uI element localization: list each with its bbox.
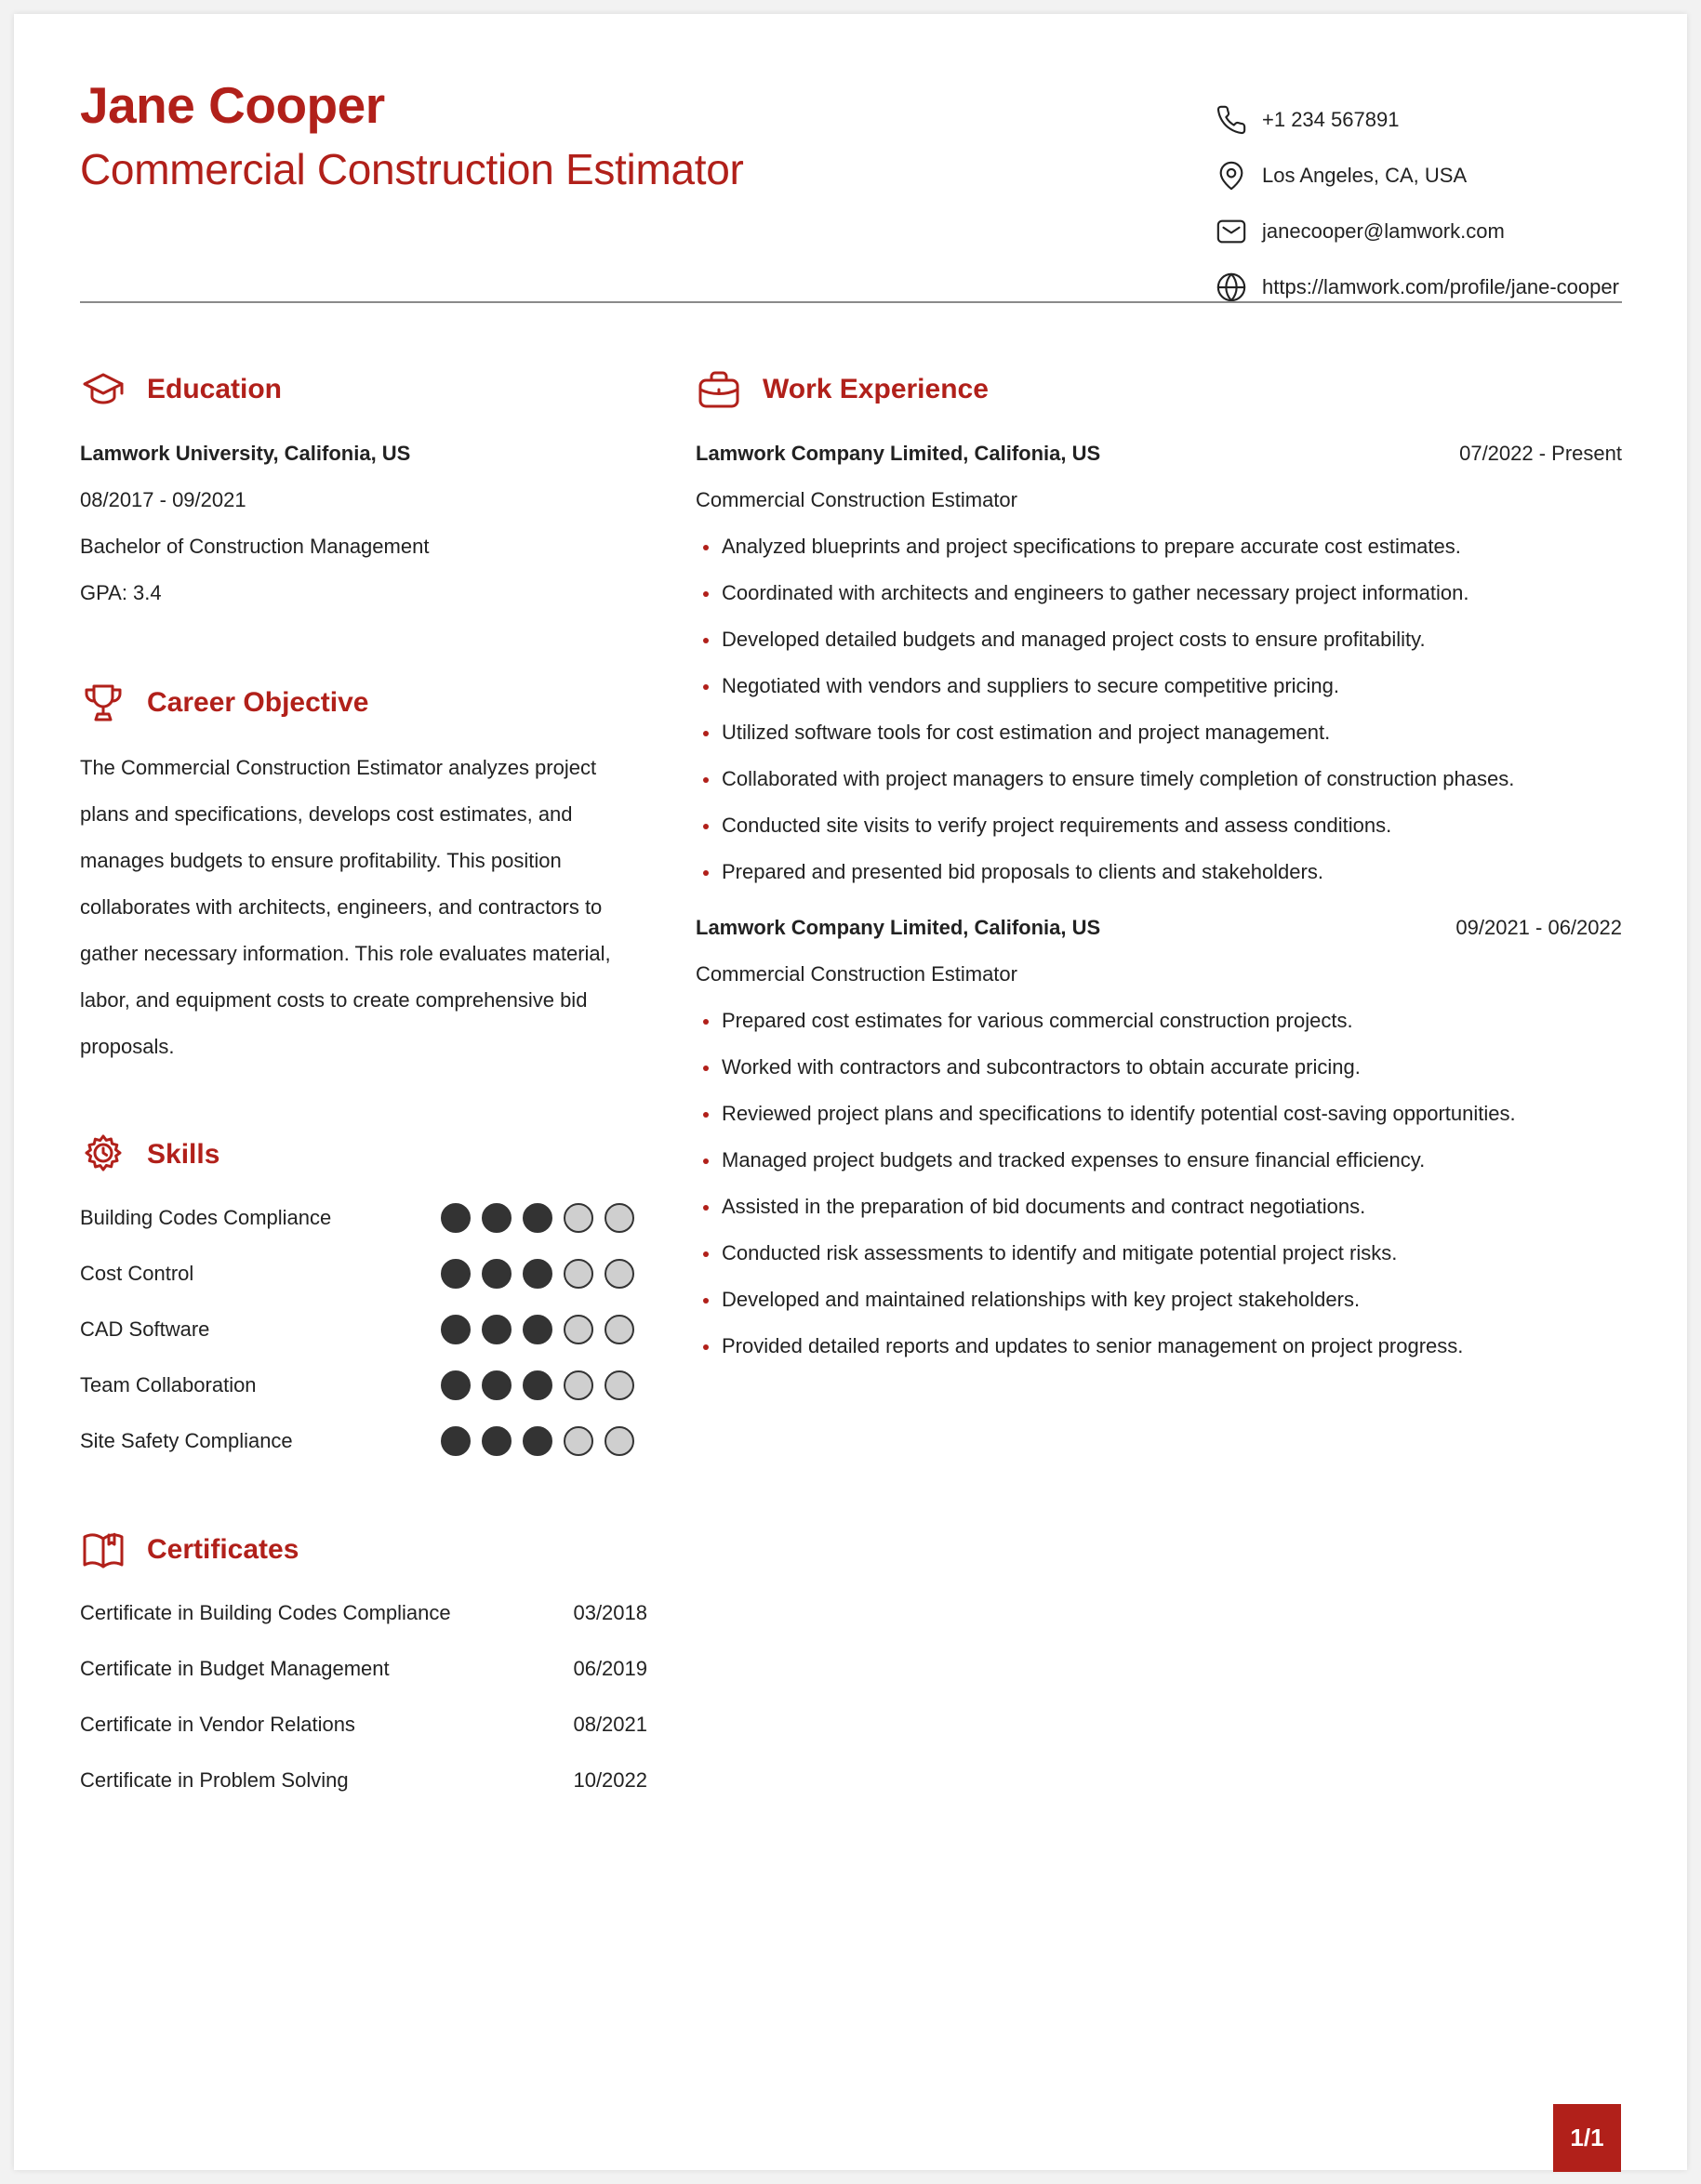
certificates-heading <box>80 1522 299 1578</box>
job-header <box>696 905 1622 951</box>
job-header <box>696 430 1622 477</box>
education-block <box>80 430 638 616</box>
job-bullets <box>696 523 1622 895</box>
job-bullet-text: Prepared cost estimates for various commercial construction projects. <box>722 1009 1353 1032</box>
job-bullets <box>696 998 1622 1370</box>
resume-page <box>14 14 1687 2170</box>
bullet-dot-icon <box>703 777 709 783</box>
job-bullet-text: Provided detailed reports and updates to senior management on project progress. <box>722 1334 1464 1357</box>
page-indicator: 1/1 <box>1553 2104 1621 2172</box>
job-bullet-text: Coordinated with architects and engineers to gather necessary project information. <box>722 581 1469 604</box>
certificate-date: 03/2018 <box>573 1601 647 1624</box>
candidate-title: Commercial Construction Estimator <box>80 145 744 193</box>
certificate-name: Certificate in Building Codes Compliance <box>80 1601 451 1624</box>
certificate-row <box>80 1753 647 1808</box>
job-bullet <box>696 756 1622 802</box>
education-gpa: GPA: 3.4 <box>80 581 162 604</box>
bullet-dot-icon <box>703 1019 709 1025</box>
rating-dot-empty <box>605 1315 634 1344</box>
skill-rating <box>441 1426 634 1456</box>
bullet-dot-icon <box>703 1251 709 1257</box>
rating-dot-empty <box>605 1426 634 1456</box>
phone-icon <box>1214 102 1249 138</box>
job-bullet <box>696 570 1622 616</box>
skills-heading <box>80 1127 219 1183</box>
education-dates: 08/2017 - 09/2021 <box>80 488 246 511</box>
rating-dot-filled <box>482 1259 512 1289</box>
objective-title: Career Objective <box>147 687 369 718</box>
work-heading <box>696 362 989 417</box>
work-title: Work Experience <box>763 374 989 404</box>
rating-dot-filled <box>482 1426 512 1456</box>
rating-dot-filled <box>441 1315 471 1344</box>
skill-row <box>80 1413 638 1469</box>
job-company: Lamwork Company Limited, Califonia, US <box>696 442 1101 465</box>
bullet-dot-icon <box>703 731 709 736</box>
job-bullet <box>696 663 1622 709</box>
job-bullet-text: Analyzed blueprints and project specifications to prepare accurate cost estimates. <box>722 535 1461 558</box>
job-role: Commercial Construction Estimator <box>696 488 1017 511</box>
job-bullet <box>696 1184 1622 1230</box>
job-spacer <box>696 895 1622 905</box>
rating-dot-filled <box>482 1203 512 1233</box>
job-bullet-text: Prepared and presented bid proposals to clients and stakeholders. <box>722 860 1323 883</box>
skill-rating <box>441 1203 634 1233</box>
rating-dot-empty <box>564 1370 593 1400</box>
education-degree: Bachelor of Construction Management <box>80 535 430 558</box>
skill-rating <box>441 1259 634 1289</box>
job-bullet <box>696 998 1622 1044</box>
globe-icon <box>1214 270 1249 305</box>
mail-icon <box>1214 214 1249 249</box>
bullet-dot-icon <box>703 684 709 690</box>
job-bullet <box>696 1091 1622 1137</box>
job-bullet <box>696 709 1622 756</box>
bullet-dot-icon <box>703 545 709 550</box>
contact-location <box>1214 148 1651 204</box>
job-bullet-text: Managed project budgets and tracked expenses to ensure financial efficiency. <box>722 1148 1426 1171</box>
certificate-row <box>80 1585 647 1641</box>
candidate-name: Jane Cooper <box>80 76 385 134</box>
bullet-dot-icon <box>703 1298 709 1304</box>
job-entry <box>696 430 1622 895</box>
education-heading <box>80 362 282 417</box>
skill-rating <box>441 1370 634 1400</box>
job-bullet-text: Developed detailed budgets and managed project costs to ensure profitability. <box>722 628 1426 651</box>
skill-rating <box>441 1315 634 1344</box>
rating-dot-filled <box>441 1203 471 1233</box>
rating-dot-empty <box>564 1315 593 1344</box>
rating-dot-empty <box>564 1426 593 1456</box>
skill-name: Cost Control <box>80 1262 194 1285</box>
bullet-dot-icon <box>703 1158 709 1164</box>
certificate-name: Certificate in Budget Management <box>80 1657 390 1680</box>
certificate-date: 10/2022 <box>573 1768 647 1792</box>
skills-title: Skills <box>147 1139 220 1170</box>
job-bullet-text: Worked with contractors and subcontractors to obtain accurate pricing. <box>722 1055 1361 1079</box>
contact-location-text: Los Angeles, CA, USA <box>1262 164 1468 187</box>
rating-dot-filled <box>482 1315 512 1344</box>
certificates-list <box>80 1585 647 1808</box>
education-school: Lamwork University, Califonia, US <box>80 442 411 465</box>
contact-email-text[interactable]: janecooper@lamwork.com <box>1262 219 1505 243</box>
rating-dot-filled <box>523 1259 552 1289</box>
bullet-dot-icon <box>703 638 709 643</box>
certificate-name: Certificate in Vendor Relations <box>80 1713 355 1736</box>
work-experience-list <box>696 430 1622 1370</box>
rating-dot-filled <box>523 1315 552 1344</box>
contact-phone-text: +1 234 567891 <box>1262 108 1400 131</box>
skill-row <box>80 1302 638 1357</box>
certificate-row <box>80 1641 647 1697</box>
job-bullet <box>696 802 1622 849</box>
skills-list <box>80 1190 638 1469</box>
job-role: Commercial Construction Estimator <box>696 962 1017 986</box>
certificate-row <box>80 1697 647 1753</box>
certificate-date: 08/2021 <box>573 1713 647 1736</box>
job-bullet-text: Reviewed project plans and specifications to identify potential cost-saving opportunities. <box>722 1102 1516 1125</box>
rating-dot-filled <box>441 1426 471 1456</box>
job-entry <box>696 905 1622 1370</box>
certificate-name: Certificate in Problem Solving <box>80 1768 349 1792</box>
skill-name: Building Codes Compliance <box>80 1206 332 1229</box>
job-bullet <box>696 1323 1622 1370</box>
bullet-dot-icon <box>703 591 709 597</box>
job-dates: 09/2021 - 06/2022 <box>1455 916 1622 939</box>
rating-dot-empty <box>605 1203 634 1233</box>
education-title: Education <box>147 374 283 404</box>
contact-phone <box>1214 92 1651 148</box>
rating-dot-empty <box>564 1259 593 1289</box>
rating-dot-empty <box>564 1203 593 1233</box>
gear-clock-icon <box>80 1132 126 1178</box>
contact-website <box>1214 259 1651 315</box>
skill-row <box>80 1246 638 1302</box>
contact-email <box>1214 204 1651 259</box>
job-bullet-text: Collaborated with project managers to ensure timely completion of construction phases. <box>722 767 1515 790</box>
rating-dot-filled <box>441 1259 471 1289</box>
objective-heading <box>80 675 368 731</box>
bullet-dot-icon <box>703 1066 709 1071</box>
skill-name: Team Collaboration <box>80 1373 257 1396</box>
graduation-cap-icon <box>80 366 126 413</box>
job-bullet-text: Negotiated with vendors and suppliers to secure competitive pricing. <box>722 674 1340 697</box>
job-dates: 07/2022 - Present <box>1459 442 1622 465</box>
skill-row <box>80 1357 638 1413</box>
bullet-dot-icon <box>703 1344 709 1350</box>
location-pin-icon <box>1214 158 1249 193</box>
rating-dot-empty <box>605 1370 634 1400</box>
skill-name: CAD Software <box>80 1317 210 1341</box>
skill-name: Site Safety Compliance <box>80 1429 293 1452</box>
job-bullet <box>696 523 1622 570</box>
rating-dot-filled <box>523 1370 552 1400</box>
bullet-dot-icon <box>703 824 709 829</box>
open-book-icon <box>80 1527 126 1573</box>
header-divider <box>80 301 1622 303</box>
job-bullet <box>696 1277 1622 1323</box>
skill-row <box>80 1190 638 1246</box>
bullet-dot-icon <box>703 870 709 876</box>
rating-dot-filled <box>523 1426 552 1456</box>
certificates-title: Certificates <box>147 1534 299 1565</box>
job-bullet-text: Assisted in the preparation of bid documents and contract negotiations. <box>722 1195 1366 1218</box>
job-bullet <box>696 1137 1622 1184</box>
job-bullet <box>696 1044 1622 1091</box>
job-bullet <box>696 616 1622 663</box>
contact-list <box>1214 92 1651 315</box>
objective-text: The Commercial Construction Estimator analyzes project plans and specifications, develops cost estimates, and manages budgets to ensure profitability. This position collaborates with architects, engineers, and contractors to gather necessary information. This role evaluates material, labor, and equipment costs to create comprehensive bid proposals. <box>80 756 611 1058</box>
rating-dot-filled <box>441 1370 471 1400</box>
briefcase-icon <box>696 366 742 413</box>
bullet-dot-icon <box>703 1205 709 1211</box>
job-bullet <box>696 849 1622 895</box>
rating-dot-filled <box>482 1370 512 1400</box>
contact-website-text[interactable]: https://lamwork.com/profile/jane-cooper <box>1262 275 1619 298</box>
trophy-icon <box>80 680 126 726</box>
job-bullet-text: Conducted risk assessments to identify and mitigate potential project risks. <box>722 1241 1398 1264</box>
job-bullet <box>696 1230 1622 1277</box>
rating-dot-empty <box>605 1259 634 1289</box>
job-bullet-text: Conducted site visits to verify project requirements and assess conditions. <box>722 814 1392 837</box>
bullet-dot-icon <box>703 1112 709 1118</box>
certificate-date: 06/2019 <box>573 1657 647 1680</box>
job-bullet-text: Utilized software tools for cost estimation and project management. <box>722 721 1331 744</box>
job-company: Lamwork Company Limited, Califonia, US <box>696 916 1101 939</box>
rating-dot-filled <box>523 1203 552 1233</box>
job-bullet-text: Developed and maintained relationships with key project stakeholders. <box>722 1288 1361 1311</box>
